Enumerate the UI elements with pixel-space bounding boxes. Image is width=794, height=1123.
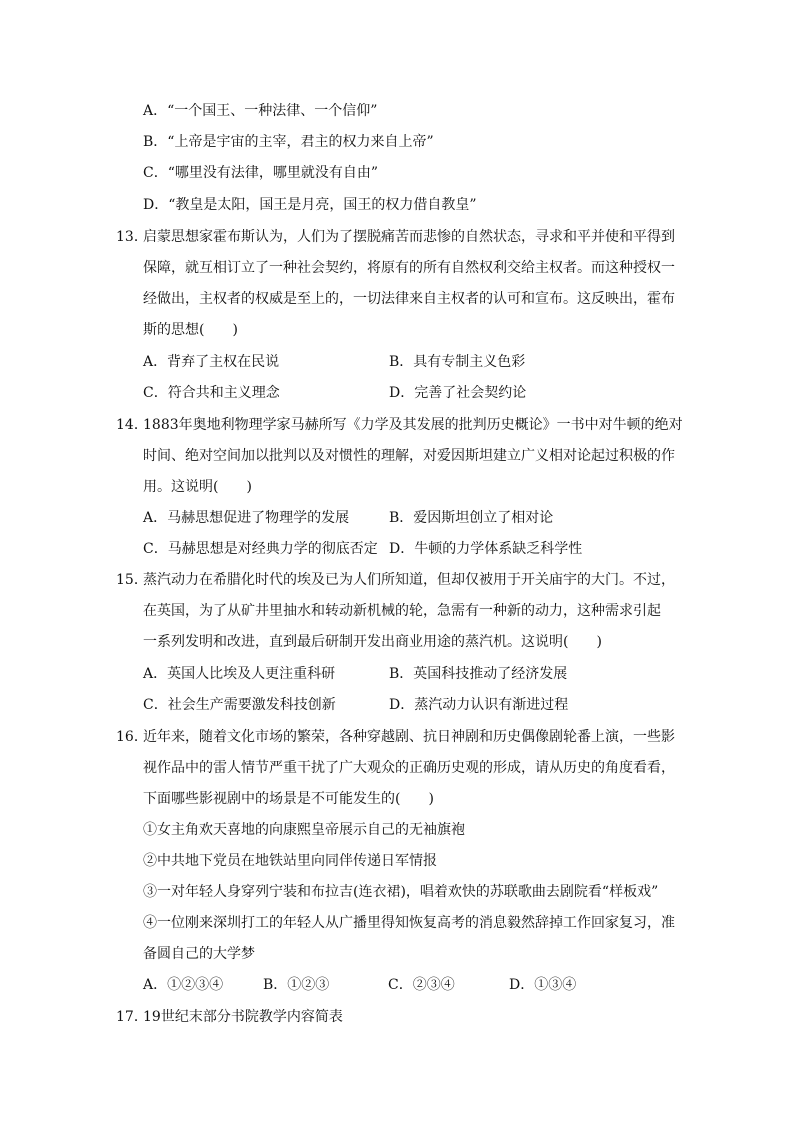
- q16-item-1: ①女主角欢天喜地的向康熙皇帝展示自己的无袖旗袍: [143, 822, 465, 838]
- q16-item-2: ②中共地下党员在地铁站里向同伴传递日军情报: [143, 853, 437, 869]
- q15-number: 15．: [116, 572, 148, 588]
- q12-option-d: D．“教皇是太阳，国王是月亮，国王的权力借自教皇”: [143, 197, 477, 213]
- q14-stem-line: 时间、绝对空间加以批判以及对惯性的理解，对爱因斯坦建立广义相对论起过积极的作: [143, 448, 675, 464]
- q16-stem-line: 近年来，随着文化市场的繁荣，各种穿越剧、抗日神剧和历史偶像剧轮番上演，一些影: [143, 729, 675, 745]
- q17-number: 17．: [116, 1009, 148, 1025]
- q14-number: 14．: [116, 417, 148, 433]
- q14-option-d: D．牛顿的力学体系缺乏科学性: [389, 541, 583, 557]
- q16-stem-line: 下面哪些影视剧中的场景是不可能发生的( ): [143, 791, 434, 807]
- q13-option-c: C．符合共和主义理念: [143, 385, 280, 401]
- q15-option-a: A．英国人比埃及人更注重科研: [143, 666, 336, 682]
- q15-stem-line: 蒸汽动力在希腊化时代的埃及已为人们所知道，但却仅被用于开关庙宇的大门。不过，: [143, 572, 675, 588]
- q12-option-c: C．“哪里没有法律，哪里就没有自由”: [143, 165, 379, 181]
- q16-option-a: A．①②③④: [143, 977, 224, 993]
- q15-option-c: C．社会生产需要激发科技创新: [143, 697, 336, 713]
- q12-option-b: B．“上帝是宇宙的主宰，君主的权力来自上帝”: [143, 134, 434, 150]
- q16-item-4-continued: 备圆自己的大学梦: [143, 946, 255, 962]
- q13-stem-line: 启蒙思想家霍布斯认为，人们为了摆脱痛苦而悲惨的自然状态，寻求和平并使和平得到: [143, 229, 675, 245]
- q14-stem-line: 用。这说明( ): [143, 479, 252, 495]
- q13-stem-line: 斯的思想( ): [143, 322, 238, 338]
- q13-option-a: A．背弃了主权在民说: [143, 354, 280, 370]
- q16-number: 16．: [116, 729, 148, 745]
- q14-option-b: B．爱因斯坦创立了相对论: [389, 510, 554, 526]
- q15-option-b: B．英国科技推动了经济发展: [389, 666, 568, 682]
- q16-item-4: ④一位刚来深圳打工的年轻人从广播里得知恢复高考的消息毅然辞掉工作回家复习，准: [143, 915, 675, 931]
- q14-stem-line: 1883年奥地利物理学家马赫所写《力学及其发展的批判历史概论》一书中对牛顿的绝对: [143, 417, 683, 433]
- q14-option-a: A．马赫思想促进了物理学的发展: [143, 510, 350, 526]
- q15-option-d: D．蒸汽动力认识有渐进过程: [389, 697, 569, 713]
- q13-number: 13．: [116, 229, 148, 245]
- q13-stem-line: 保障，就互相订立了一种社会契约，将原有的所有自然权利交给主权者。而这种授权一: [143, 260, 675, 276]
- q15-stem-line: 在英国，为了从矿井里抽水和转动新机械的轮，急需有一种新的动力，这种需求引起: [143, 603, 661, 619]
- q13-option-d: D．完善了社会契约论: [389, 385, 527, 401]
- q12-option-a: A．“一个国王、一种法律、一个信仰”: [143, 103, 378, 119]
- q15-stem-line: 一系列发明和改进，直到最后研制开发出商业用途的蒸汽机。这说明( ): [143, 634, 602, 650]
- q14-option-c: C．马赫思想是对经典力学的彻底否定: [143, 541, 378, 557]
- q16-stem-line: 视作品中的雷人情节严重干扰了广大观众的正确历史观的形成，请从历史的角度看看，: [143, 760, 675, 776]
- q16-option-b: B．①②③: [263, 977, 330, 993]
- q16-option-d: D．①③④: [509, 977, 577, 993]
- q16-item-3: ③一对年轻人身穿列宁装和布拉吉(连衣裙)，唱着欢快的苏联歌曲去剧院看“样板戏”: [143, 884, 659, 900]
- q13-option-b: B．具有专制主义色彩: [389, 354, 526, 370]
- q16-option-c: C．②③④: [388, 977, 455, 993]
- q17-stem: 19世纪末部分书院教学内容简表: [143, 1009, 343, 1025]
- q13-stem-line: 经做出，主权者的权威是至上的，一切法律来自主权者的认可和宣布。这反映出，霍布: [143, 291, 675, 307]
